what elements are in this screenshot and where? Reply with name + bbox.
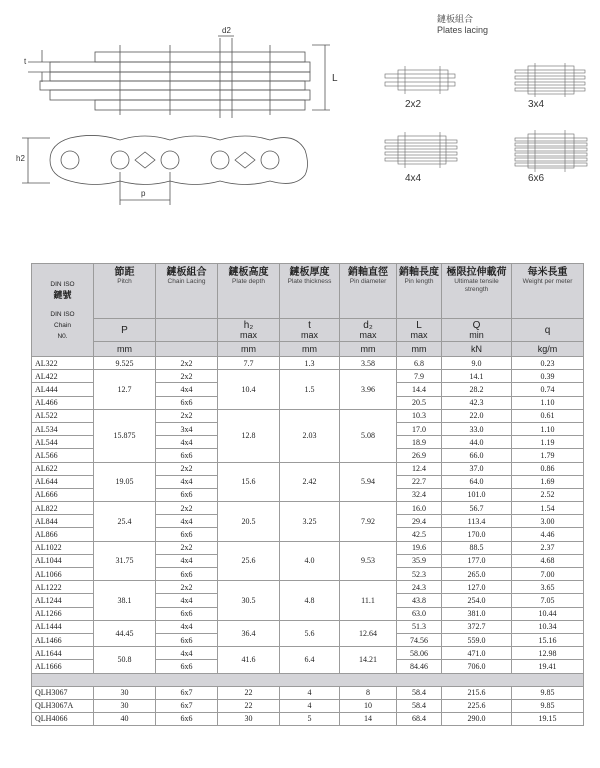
tensile-strength-cell: 64.0 <box>442 475 512 488</box>
tensile-strength-cell: 290.0 <box>442 712 512 725</box>
unit-row <box>32 342 584 357</box>
tensile-strength-cell: 706.0 <box>442 660 512 673</box>
weight-cell: 0.39 <box>512 370 584 383</box>
symbol-main: q <box>544 324 551 336</box>
header-col-zh: 極限拉伸載荷 <box>446 267 507 278</box>
weight-cell: 0.23 <box>512 357 584 370</box>
plate-depth-cell: 22 <box>218 686 280 699</box>
plate-thickness-cell: 3.25 <box>280 502 340 542</box>
lacing-cell: 2x2 <box>156 409 218 422</box>
pin-length-cell: 19.6 <box>397 541 442 554</box>
lacing-cell: 2x2 <box>156 370 218 383</box>
symbol-col-7 <box>512 319 584 342</box>
tensile-strength-cell: 14.1 <box>442 370 512 383</box>
weight-cell: 1.79 <box>512 449 584 462</box>
lacing-3x4-label: 3x4 <box>528 99 545 110</box>
pitch-cell: 40 <box>94 712 156 725</box>
header-col-zh: 銷軸長度 <box>399 267 439 278</box>
header-chain-no-line1: DIN ISO <box>50 280 75 288</box>
tensile-strength-cell: 88.5 <box>442 541 512 554</box>
header-col-en: Plate depth <box>232 278 265 285</box>
table-row <box>32 409 584 422</box>
lacing-cell: 2x2 <box>156 502 218 515</box>
tensile-strength-cell: 28.2 <box>442 383 512 396</box>
pin-length-cell: 12.4 <box>397 462 442 475</box>
unit-col-6: kN <box>442 342 512 357</box>
header-col-zh: 節距 <box>114 267 135 278</box>
plate-depth-cell: 36.4 <box>218 620 280 646</box>
symbol-main: Q <box>472 320 481 331</box>
pin-length-cell: 43.8 <box>397 594 442 607</box>
weight-cell: 10.44 <box>512 607 584 620</box>
pin-length-cell: 52.3 <box>397 568 442 581</box>
pin-diameter-cell: 3.58 <box>340 357 397 370</box>
tensile-strength-cell: 559.0 <box>442 633 512 646</box>
weight-cell: 4.46 <box>512 528 584 541</box>
plate-thickness-cell: 1.5 <box>280 370 340 410</box>
plate-depth-cell: 15.6 <box>218 462 280 502</box>
header-col-en: Weight per meter <box>522 278 573 285</box>
symbol-main: d₂ <box>363 320 373 331</box>
weight-cell: 1.69 <box>512 475 584 488</box>
lacing-cell: 6x7 <box>156 686 218 699</box>
table-row <box>32 581 584 594</box>
weight-cell: 3.65 <box>512 581 584 594</box>
header-chain-no-line4: Chain <box>54 321 71 329</box>
plate-thickness-cell: 4.0 <box>280 541 340 581</box>
chain-no-cell: AL1222 <box>32 581 94 594</box>
symbol-limit: max <box>359 330 377 340</box>
plate-thickness-cell: 4 <box>280 699 340 712</box>
table-row <box>32 541 584 554</box>
lacing-cell: 2x2 <box>156 581 218 594</box>
symbol-main: L <box>416 320 422 331</box>
pin-diameter-cell: 3.96 <box>340 370 397 410</box>
pitch-cell: 30 <box>94 686 156 699</box>
lacing-cell: 4x4 <box>156 475 218 488</box>
tensile-strength-cell: 66.0 <box>442 449 512 462</box>
tensile-strength-cell: 22.0 <box>442 409 512 422</box>
tensile-strength-cell: 101.0 <box>442 488 512 501</box>
pitch-cell: 44.45 <box>94 620 156 646</box>
weight-cell: 10.34 <box>512 620 584 633</box>
pin-length-cell: 10.3 <box>397 409 442 422</box>
header-col-6 <box>442 264 512 319</box>
chain-technical-drawing <box>0 0 600 230</box>
header-row <box>32 264 584 319</box>
tensile-strength-cell: 127.0 <box>442 581 512 594</box>
pin-length-cell: 24.3 <box>397 581 442 594</box>
table-row <box>32 357 584 370</box>
pitch-cell: 9.525 <box>94 357 156 370</box>
weight-cell: 1.54 <box>512 502 584 515</box>
pin-length-cell: 74.56 <box>397 633 442 646</box>
tensile-strength-cell: 215.6 <box>442 686 512 699</box>
weight-cell: 3.00 <box>512 515 584 528</box>
lacing-cell: 4x4 <box>156 620 218 633</box>
plate-depth-cell: 41.6 <box>218 647 280 673</box>
lacing-cell: 6x6 <box>156 449 218 462</box>
plate-thickness-cell: 6.4 <box>280 647 340 673</box>
lacing-diagrams <box>385 63 587 172</box>
header-col-2 <box>218 264 280 319</box>
separator-cell <box>32 673 584 686</box>
pin-length-cell: 7.9 <box>397 370 442 383</box>
header-col-zh: 每米長重 <box>527 267 568 278</box>
pitch-cell: 19.05 <box>94 462 156 502</box>
symbol-limit: max <box>239 330 257 340</box>
chain-no-cell: QLH3067 <box>32 686 94 699</box>
symbol-main: h₂ <box>243 320 254 331</box>
chain-no-cell: QLH3067A <box>32 699 94 712</box>
weight-cell: 12.98 <box>512 647 584 660</box>
pin-length-cell: 35.9 <box>397 554 442 567</box>
pin-length-cell: 17.0 <box>397 422 442 435</box>
dim-h2-label: h2 <box>16 154 25 163</box>
header-col-en: Chain Lacing <box>167 278 206 285</box>
tensile-strength-cell: 381.0 <box>442 607 512 620</box>
tensile-strength-cell: 9.0 <box>442 357 512 370</box>
pitch-cell: 30 <box>94 699 156 712</box>
tensile-strength-cell: 471.0 <box>442 647 512 660</box>
plate-depth-cell: 20.5 <box>218 502 280 542</box>
chain-no-cell: AL422 <box>32 370 94 383</box>
spec-table-body <box>32 264 584 726</box>
plate-thickness-cell: 1.3 <box>280 357 340 370</box>
chain-no-cell: AL566 <box>32 449 94 462</box>
chain-no-cell: AL622 <box>32 462 94 475</box>
pin-length-cell: 32.4 <box>397 488 442 501</box>
chain-no-cell: AL1066 <box>32 568 94 581</box>
pin-diameter-cell: 11.1 <box>340 581 397 621</box>
table-row <box>32 647 584 660</box>
weight-cell: 1.10 <box>512 396 584 409</box>
dim-p-label: p <box>141 189 146 198</box>
pin-diameter-cell: 9.53 <box>340 541 397 581</box>
chain-no-cell: QLH4066 <box>32 712 94 725</box>
chain-no-cell: AL1666 <box>32 660 94 673</box>
pin-length-cell: 58.4 <box>397 699 442 712</box>
header-chain-no-line2: 鏈號 <box>53 289 72 300</box>
header-col-5 <box>397 264 442 319</box>
pin-diameter-cell: 8 <box>340 686 397 699</box>
header-col-4 <box>340 264 397 319</box>
table-row <box>32 462 584 475</box>
plate-depth-cell: 30 <box>218 712 280 725</box>
chain-no-cell: AL1644 <box>32 647 94 660</box>
tensile-strength-cell: 170.0 <box>442 528 512 541</box>
lacing-cell: 6x7 <box>156 699 218 712</box>
lacing-cell: 6x6 <box>156 607 218 620</box>
header-col-en: Plate thickness <box>287 278 332 285</box>
pin-length-cell: 84.46 <box>397 660 442 673</box>
plates-lacing-title-zh: 鏈板組合 <box>437 14 474 24</box>
chain-no-cell: AL644 <box>32 475 94 488</box>
plate-depth-cell: 7.7 <box>218 357 280 370</box>
symbol-limit: max <box>300 330 318 340</box>
tensile-strength-cell: 113.4 <box>442 515 512 528</box>
symbol-row <box>32 319 584 342</box>
tensile-strength-cell: 37.0 <box>442 462 512 475</box>
chain-no-cell: AL866 <box>32 528 94 541</box>
symbol-col-4 <box>340 319 397 342</box>
pin-length-cell: 26.9 <box>397 449 442 462</box>
weight-cell: 7.05 <box>512 594 584 607</box>
pin-length-cell: 68.4 <box>397 712 442 725</box>
lacing-cell: 6x6 <box>156 568 218 581</box>
lacing-cell: 4x4 <box>156 383 218 396</box>
symbol-main: P <box>121 324 128 336</box>
weight-cell: 19.15 <box>512 712 584 725</box>
lacing-cell: 6x6 <box>156 660 218 673</box>
plates-lacing-title <box>437 14 488 36</box>
plates-lacing-title-en: Plates lacing <box>437 25 489 35</box>
unit-col-7: kg/m <box>512 342 584 357</box>
pin-length-cell: 6.8 <box>397 357 442 370</box>
plate-depth-cell: 30.5 <box>218 581 280 621</box>
plate-thickness-cell: 2.03 <box>280 409 340 462</box>
lacing-cell: 4x4 <box>156 554 218 567</box>
header-col-en: Pin length <box>404 278 434 285</box>
pin-length-cell: 22.7 <box>397 475 442 488</box>
table-row <box>32 686 584 699</box>
chain-no-cell: AL1044 <box>32 554 94 567</box>
tensile-strength-cell: 265.0 <box>442 568 512 581</box>
tensile-strength-cell: 254.0 <box>442 594 512 607</box>
lacing-cell: 3x4 <box>156 422 218 435</box>
dim-L-label: L <box>332 73 338 84</box>
pin-diameter-cell: 5.08 <box>340 409 397 462</box>
unit-col-2: mm <box>218 342 280 357</box>
plate-thickness-cell: 4.8 <box>280 581 340 621</box>
lacing-cell: 4x4 <box>156 594 218 607</box>
chain-no-cell: AL1022 <box>32 541 94 554</box>
plate-thickness-cell: 5 <box>280 712 340 725</box>
weight-cell: 4.68 <box>512 554 584 567</box>
chain-no-cell: AL466 <box>32 396 94 409</box>
table-row <box>32 502 584 515</box>
weight-cell: 0.86 <box>512 462 584 475</box>
pin-length-cell: 14.4 <box>397 383 442 396</box>
lacing-4x4-label: 4x4 <box>405 173 422 184</box>
header-chain-no-line5: N0. <box>57 332 68 340</box>
header-col-en: Pin diameter <box>349 278 387 285</box>
symbol-col-3 <box>280 319 340 342</box>
pitch-cell: 31.75 <box>94 541 156 581</box>
table-row <box>32 699 584 712</box>
unit-col-3: mm <box>280 342 340 357</box>
symbol-col-0 <box>94 319 156 342</box>
lacing-cell: 4x4 <box>156 647 218 660</box>
lacing-cell: 2x2 <box>156 462 218 475</box>
tensile-strength-cell: 372.7 <box>442 620 512 633</box>
unit-col-1 <box>156 342 218 357</box>
lacing-2x2-label: 2x2 <box>405 99 422 110</box>
lacing-cell: 2x2 <box>156 357 218 370</box>
lacing-cell: 4x4 <box>156 515 218 528</box>
pin-diameter-cell: 14.21 <box>340 647 397 673</box>
symbol-main: t <box>308 320 311 331</box>
weight-cell: 19.41 <box>512 660 584 673</box>
symbol-col-5 <box>397 319 442 342</box>
chain-no-cell: AL1466 <box>32 633 94 646</box>
symbol-limit: min <box>469 330 484 340</box>
chain-no-cell: AL322 <box>32 357 94 370</box>
header-col-zh: 銷軸直徑 <box>348 267 388 278</box>
pin-length-cell: 42.5 <box>397 528 442 541</box>
table-row <box>32 712 584 725</box>
unit-col-0: mm <box>94 342 156 357</box>
plate-depth-cell: 12.8 <box>218 409 280 462</box>
pitch-cell: 12.7 <box>94 370 156 410</box>
weight-cell: 1.10 <box>512 422 584 435</box>
chain-no-cell: AL534 <box>32 422 94 435</box>
weight-cell: 9.85 <box>512 686 584 699</box>
weight-cell: 0.74 <box>512 383 584 396</box>
header-col-en: Ultimate tensile strength <box>454 278 499 293</box>
unit-col-4: mm <box>340 342 397 357</box>
pin-diameter-cell: 5.94 <box>340 462 397 502</box>
pitch-cell: 15.875 <box>94 409 156 462</box>
chain-spec-table <box>31 263 584 726</box>
header-col-zh: 鏈板厚度 <box>289 267 330 278</box>
lacing-cell: 2x2 <box>156 541 218 554</box>
chain-no-cell: AL444 <box>32 383 94 396</box>
pin-length-cell: 20.5 <box>397 396 442 409</box>
symbol-col-6 <box>442 319 512 342</box>
pin-diameter-cell: 14 <box>340 712 397 725</box>
header-chain-no <box>32 264 94 357</box>
chain-no-cell: AL844 <box>32 515 94 528</box>
chain-no-cell: AL1266 <box>32 607 94 620</box>
header-col-1 <box>156 264 218 319</box>
chain-no-cell: AL666 <box>32 488 94 501</box>
pitch-cell: 38.1 <box>94 581 156 621</box>
plate-thickness-cell: 4 <box>280 686 340 699</box>
symbol-col-2 <box>218 319 280 342</box>
lacing-cell: 6x6 <box>156 488 218 501</box>
weight-cell: 15.16 <box>512 633 584 646</box>
header-chain-no-line3: DIN ISO <box>50 310 75 318</box>
lacing-cell: 6x6 <box>156 396 218 409</box>
lacing-cell: 6x6 <box>156 712 218 725</box>
chain-no-cell: AL1244 <box>32 594 94 607</box>
pin-length-cell: 58.4 <box>397 686 442 699</box>
chain-no-cell: AL1444 <box>32 620 94 633</box>
lacing-cell: 6x6 <box>156 633 218 646</box>
lacing-cell: 4x4 <box>156 436 218 449</box>
header-col-3 <box>280 264 340 319</box>
weight-cell: 1.19 <box>512 436 584 449</box>
chain-no-cell: AL544 <box>32 436 94 449</box>
plate-thickness-cell: 2.42 <box>280 462 340 502</box>
weight-cell: 2.52 <box>512 488 584 501</box>
weight-cell: 0.61 <box>512 409 584 422</box>
weight-cell: 2.37 <box>512 541 584 554</box>
header-col-0 <box>94 264 156 319</box>
pin-diameter-cell: 10 <box>340 699 397 712</box>
pin-length-cell: 51.3 <box>397 620 442 633</box>
chain-no-cell: AL522 <box>32 409 94 422</box>
header-col-7 <box>512 264 584 319</box>
tensile-strength-cell: 33.0 <box>442 422 512 435</box>
side-view-drawing <box>28 36 330 118</box>
table-separator-row <box>32 673 584 686</box>
front-view-drawing <box>22 135 308 205</box>
tensile-strength-cell: 42.3 <box>442 396 512 409</box>
symbol-limit: max <box>410 330 428 340</box>
pin-length-cell: 58.06 <box>397 647 442 660</box>
unit-col-5: mm <box>397 342 442 357</box>
table-row <box>32 620 584 633</box>
plate-thickness-cell: 5.6 <box>280 620 340 646</box>
header-col-zh: 鏈板高度 <box>228 267 269 278</box>
dim-d2-label: d2 <box>222 26 231 35</box>
pin-length-cell: 16.0 <box>397 502 442 515</box>
chain-no-cell: AL822 <box>32 502 94 515</box>
header-col-en: Pitch <box>117 278 132 285</box>
pin-length-cell: 29.4 <box>397 515 442 528</box>
header-col-zh: 鏈板組合 <box>166 267 207 278</box>
tensile-strength-cell: 44.0 <box>442 436 512 449</box>
lacing-cell: 6x6 <box>156 528 218 541</box>
plate-depth-cell: 22 <box>218 699 280 712</box>
weight-cell: 7.00 <box>512 568 584 581</box>
plate-depth-cell: 25.6 <box>218 541 280 581</box>
pin-length-cell: 18.9 <box>397 436 442 449</box>
dim-t-label: t <box>24 57 27 66</box>
pitch-cell: 25.4 <box>94 502 156 542</box>
lacing-6x6-label: 6x6 <box>528 173 545 184</box>
pin-length-cell: 63.0 <box>397 607 442 620</box>
pin-diameter-cell: 7.92 <box>340 502 397 542</box>
plate-depth-cell: 10.4 <box>218 370 280 410</box>
weight-cell: 9.85 <box>512 699 584 712</box>
tensile-strength-cell: 56.7 <box>442 502 512 515</box>
tensile-strength-cell: 225.6 <box>442 699 512 712</box>
symbol-col-1 <box>156 319 218 342</box>
pitch-cell: 50.8 <box>94 647 156 673</box>
pin-diameter-cell: 12.64 <box>340 620 397 646</box>
tensile-strength-cell: 177.0 <box>442 554 512 567</box>
table-row <box>32 370 584 383</box>
